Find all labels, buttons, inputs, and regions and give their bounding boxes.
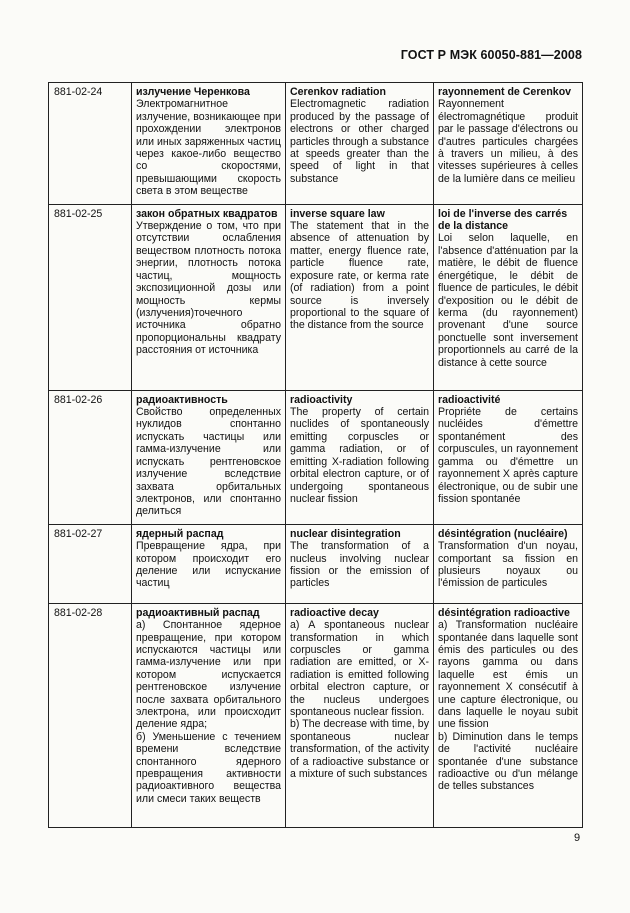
ru-term: ядерный распад (136, 527, 224, 540)
ru-term: радиоактивность (136, 393, 228, 406)
fr-cell (434, 390, 583, 524)
en-term: inverse square law (290, 207, 385, 220)
ru-definition: Утверждение о том, что при отсутствии ослабления веществом плотность потока энергии, плотность потока частиц, мощность экспозиционной дозы или мощность кермы (излучения)точечного источника обратно пропорциональны квадрату расстояния от источника (136, 220, 281, 357)
term-code: 881-02-27 (49, 524, 132, 603)
ru-definition: а) Спонтанное ядерное превращение, при котором испускаются частицы или гамма-излучение или при котором испускается рентгеновское излучение после захвата орбитального электрона, или происходит деление ядра; б) Уменьшение с течением времени вследствие спонтанного ядерного превращения активности радиоактивного вещества или смеси таких веществ (136, 619, 281, 805)
fr-term: désintégration (nucléaire) (438, 527, 568, 540)
ru-definition: Электромагнитное излучение, возникающее при прохождении электронов или иных заряженных частиц через какое-либо вещество со скоростями, превышающими скорость света в этом веществе (136, 98, 281, 198)
fr-term: désintégration radioactive (438, 606, 570, 619)
en-term: Cerenkov radiation (290, 86, 386, 98)
table-row (49, 390, 583, 524)
fr-cell (434, 83, 583, 205)
ru-definition: Свойство определенных нуклидов спонтанно испускать частицы или гамма-излучение или испускать рентгеновское излучение вследствие захвата орбитальных электронов, или спонтанно делиться (136, 406, 281, 518)
fr-definition: Propriéte de certains nucléides d'émettre spontanément des corpuscules, un rayonnement gamma ou d'émettre un rayonnement X après capture électronique, ou de subir une fission spontanée (438, 406, 578, 505)
en-definition: a) A spontaneous nuclear transformation in which corpuscles or gamma radiation are emitted, or X-radiation is emitted following orbital electron capture, or the nucleus undergoes spontaneous nuclear fission. b) The decrease with time, by spontaneous nuclear transformation, of the activity of a radioactive substance or a mixture of such substances (290, 619, 429, 780)
fr-definition: Rayonnement électromagnétique produit par le passage d'électrons ou d'autres particules chargées à travers un milieu, à des vitesses supérieures à celles de la lumière dans ce meilieu (438, 98, 578, 185)
fr-cell (434, 524, 583, 603)
ru-cell (132, 83, 286, 205)
term-code: 881-02-26 (49, 390, 132, 524)
term-code: 881-02-25 (49, 204, 132, 390)
en-cell (286, 204, 434, 390)
fr-definition: Loi selon laquelle, en l'absence d'atténuation par la matière, le débit de fluence énergétique, le débit de fluence de particules, le débit d'exposition ou le débit de kerma (du rayonnement) provenant d'une source ponctuelle sont inversement proportionnels au carré de la distance à cette source (438, 232, 578, 369)
fr-cell (434, 204, 583, 390)
en-definition: The property of certain nuclides of spontaneously emitting corpuscles or gamma radiation, or of emitting X-radiation following orbital electron capture, or of undergoing spontaneous nuclear fission (290, 406, 429, 505)
ru-cell (132, 390, 286, 524)
fr-term: loi de l'inverse des carrés de la distance (438, 207, 568, 233)
table-row (49, 524, 583, 603)
fr-definition: Transformation d'un noyau, comportant sa fission en plusieurs noyaux ou l'émission de particules (438, 540, 578, 590)
en-definition: The statement that in the absence of attenuation by matter, energy fluence rate, particle fluence rate, exposure rate, or kerma rate (of radiation) from a point source is inversely proportional to the square of the distance from the source (290, 220, 429, 332)
en-term: radioactive decay (290, 606, 379, 619)
fr-cell (434, 603, 583, 827)
term-code: 881-02-24 (49, 83, 132, 205)
table-row (49, 204, 583, 390)
terms-table (48, 82, 583, 828)
fr-term: rayonnement de Cerenkov (438, 86, 572, 98)
ru-cell (132, 524, 286, 603)
ru-definition: Превращение ядра, при котором происходит его деление или испускание частиц (136, 540, 281, 590)
ru-cell (132, 204, 286, 390)
fr-definition: a) Transformation nucléaire spontanée dans laquelle sont émis des particules ou des rayons gamma ou dans laquelle est émis un rayonnement X consécutif à une capture électronique, ou dans laquelle le noyau subit une fission b) Diminution dans le temps de l'activité nucléaire spontanée d'une substance radioactive ou d'un mélange de telles substances (438, 619, 578, 793)
ru-term: излучение Черенкова (136, 86, 250, 98)
ru-term: закон обратных квадратов (136, 207, 278, 220)
en-definition: Electromagnetic radiation produced by the passage of electrons or other charged particles through a substance at speeds greater than the speed of light in that substance (290, 98, 429, 185)
en-cell (286, 603, 434, 827)
table-row (49, 603, 583, 827)
standard-designation: ГОСТ Р МЭК 60050-881—2008 (400, 48, 582, 62)
en-term: radioactivity (290, 393, 353, 406)
term-code: 881-02-28 (49, 603, 132, 827)
en-cell (286, 524, 434, 603)
en-cell (286, 390, 434, 524)
en-definition: The transformation of a nucleus involving nuclear fission or the emission of particles (290, 540, 429, 590)
table-row (49, 83, 583, 205)
ru-cell (132, 603, 286, 827)
en-term: nuclear disintegration (290, 527, 401, 540)
en-cell (286, 83, 434, 205)
fr-term: radioactivité (438, 393, 501, 406)
ru-term: радиоактивный распад (136, 606, 260, 619)
page-number: 9 (574, 832, 581, 844)
